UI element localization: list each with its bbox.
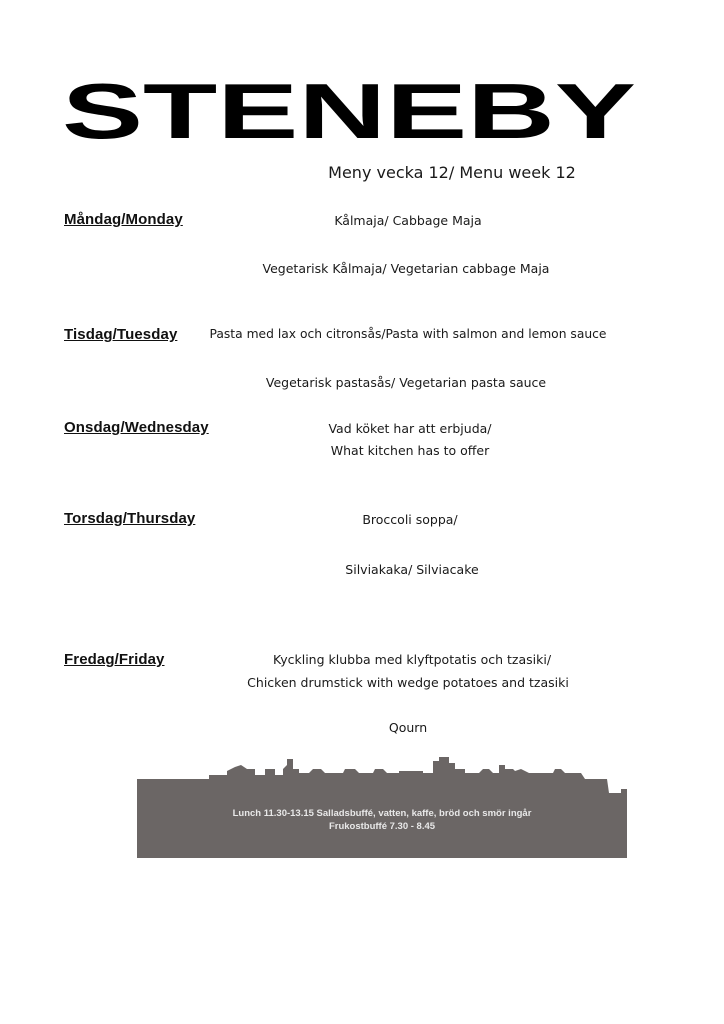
svg-text:STENEBY: STENEBY (62, 68, 636, 146)
day-label-monday: Måndag/Monday (64, 211, 183, 228)
dish-tuesday-2: Vegetarisk pastasås/ Vegetarian pasta sauce (265, 375, 547, 390)
dish-monday-1: Kålmaja/ Cabbage Maja (334, 213, 482, 228)
dish-wednesday-1: Vad köket har att erbjuda/ (328, 421, 492, 436)
steneby-logo (62, 66, 636, 146)
dish-wednesday-2: What kitchen has to offer (330, 443, 490, 458)
day-label-thursday: Torsdag/Thursday (64, 510, 196, 527)
dish-thursday-2: Silviakaka/ Silviacake (345, 562, 479, 577)
menu-week-title: Meny vecka 12/ Menu week 12 (328, 163, 576, 182)
opening-hours-banner (137, 755, 627, 858)
dish-friday-3: Qourn (388, 720, 428, 735)
breakfast-hours-text: Frukostbuffé 7.30 - 8.45 (328, 821, 436, 832)
lunch-hours-text: Lunch 11.30-13.15 Salladsbuffé, vatten, kaffe, bröd och smör ingår (232, 808, 532, 819)
town-skyline-silhouette (137, 755, 627, 858)
dish-tuesday-1: Pasta med lax och citronsås/Pasta with salmon and lemon sauce (209, 327, 607, 341)
day-label-friday: Fredag/Friday (64, 651, 165, 668)
dish-monday-2: Vegetarisk Kålmaja/ Vegetarian cabbage Maja (262, 261, 550, 276)
day-label-wednesday: Onsdag/Wednesday (64, 419, 209, 436)
dish-friday-2: Chicken drumstick with wedge potatoes and tzasiki (247, 675, 569, 690)
dish-friday-1: Kyckling klubba med klyftpotatis och tzasiki/ (272, 652, 552, 667)
day-label-tuesday: Tisdag/Tuesday (64, 326, 178, 343)
steneby-logo-wordmark (62, 66, 636, 146)
dish-thursday-1: Broccoli soppa/ (362, 512, 458, 527)
